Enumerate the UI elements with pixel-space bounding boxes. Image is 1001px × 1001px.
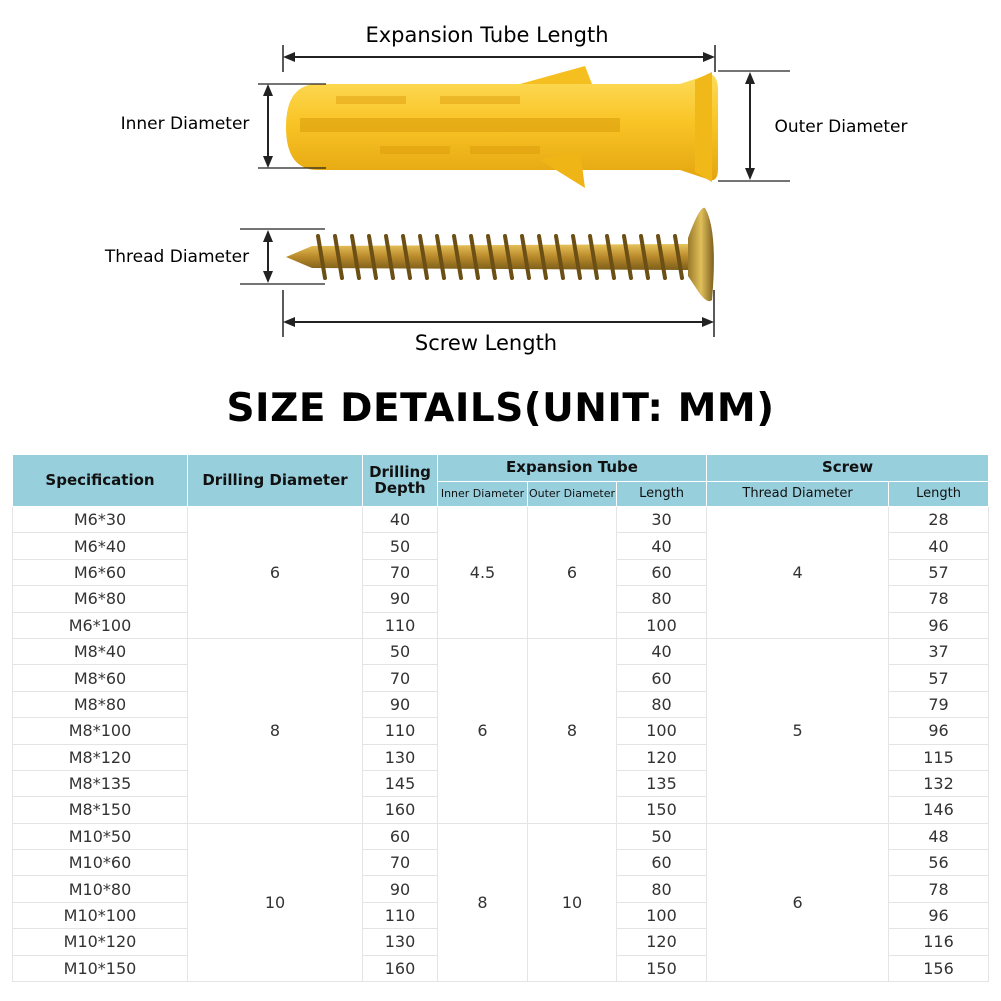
tube-length-cell: 120 [617,929,707,955]
table-row [13,638,989,664]
drilling-depth-cell: 110 [363,612,438,638]
screw-length-cell: 96 [889,718,989,744]
tube-length-cell: 80 [617,876,707,902]
screw-length-dimension [283,290,714,355]
screw-length-cell: 115 [889,744,989,770]
tube-length-cell: 50 [617,823,707,849]
header-specification: Specification [13,455,188,507]
drilling-depth-cell: 130 [363,744,438,770]
thread-diameter-cell: 4 [707,507,889,639]
drilling-diameter-cell: 8 [188,638,363,823]
inner-diameter-cell: 6 [438,638,528,823]
spec-cell: M10*50 [13,823,188,849]
size-details-title: SIZE DETAILS(UNIT: MM) [226,386,775,431]
screw-length-cell: 78 [889,876,989,902]
thread-diameter-label: Thread Diameter [104,247,250,267]
drilling-depth-cell: 50 [363,638,438,664]
tube-length-cell: 80 [617,691,707,717]
spec-cell: M10*150 [13,955,188,981]
header-thread-diameter: Thread Diameter [707,482,889,507]
spec-cell: M10*100 [13,902,188,928]
expansion-anchor-image [286,66,718,188]
spec-cell: M6*80 [13,586,188,612]
screw-length-cell: 96 [889,612,989,638]
drilling-depth-cell: 90 [363,691,438,717]
inner-diameter-label: Inner Diameter [120,114,250,134]
screw-length-cell: 79 [889,691,989,717]
drilling-depth-cell: 110 [363,902,438,928]
tube-length-cell: 60 [617,559,707,585]
tube-length-cell: 60 [617,850,707,876]
tube-length-cell: 40 [617,533,707,559]
drilling-depth-cell: 40 [363,507,438,533]
outer-diameter-dimension [718,71,908,181]
drilling-depth-cell: 130 [363,929,438,955]
outer-diameter-cell: 6 [528,507,617,639]
screw-length-cell: 57 [889,665,989,691]
tube-length-cell: 100 [617,612,707,638]
screw-image [286,208,714,301]
tube-length-cell: 135 [617,770,707,796]
tube-length-cell: 100 [617,718,707,744]
drilling-depth-cell: 60 [363,823,438,849]
drilling-depth-cell: 160 [363,797,438,823]
screw-length-cell: 56 [889,850,989,876]
spec-cell: M6*30 [13,507,188,533]
tube-length-cell: 30 [617,507,707,533]
spec-cell: M8*60 [13,665,188,691]
tube-length-cell: 80 [617,586,707,612]
tube-length-cell: 40 [617,638,707,664]
header-inner-diameter: Inner Diameter [438,482,528,507]
drilling-diameter-cell: 6 [188,507,363,639]
spec-cell: M8*135 [13,770,188,796]
inner-diameter-cell: 4.5 [438,507,528,639]
drilling-depth-cell: 90 [363,586,438,612]
header-drilling-diameter: Drilling Diameter [188,455,363,507]
spec-cell: M8*100 [13,718,188,744]
screw-length-cell: 116 [889,929,989,955]
spec-cell: M10*120 [13,929,188,955]
spec-cell: M8*80 [13,691,188,717]
drilling-depth-cell: 145 [363,770,438,796]
thread-diameter-cell: 5 [707,638,889,823]
expansion-tube-length-label: Expansion Tube Length [365,23,609,47]
tube-length-cell: 120 [617,744,707,770]
spec-cell: M10*80 [13,876,188,902]
table-row [13,507,989,533]
screw-length-cell: 37 [889,638,989,664]
header-expansion-tube: Expansion Tube [438,455,707,482]
tube-length-cell: 100 [617,902,707,928]
spec-cell: M8*150 [13,797,188,823]
screw-length-cell: 48 [889,823,989,849]
inner-diameter-cell: 8 [438,823,528,981]
screw-length-cell: 57 [889,559,989,585]
screw-length-cell: 146 [889,797,989,823]
spec-cell: M6*40 [13,533,188,559]
screw-length-cell: 40 [889,533,989,559]
drilling-depth-cell: 110 [363,718,438,744]
outer-diameter-label: Outer Diameter [774,117,908,137]
tube-length-cell: 150 [617,955,707,981]
drilling-depth-cell: 70 [363,850,438,876]
header-screw-length: Length [889,482,989,507]
table-row [13,823,989,849]
outer-diameter-cell: 10 [528,823,617,981]
header-screw: Screw [707,455,989,482]
table-body [13,507,989,982]
header-tube-length: Length [617,482,707,507]
expansion-tube-length-dimension [283,23,715,72]
drilling-depth-cell: 160 [363,955,438,981]
screw-length-cell: 156 [889,955,989,981]
thread-diameter-cell: 6 [707,823,889,981]
drilling-depth-cell: 70 [363,665,438,691]
outer-diameter-cell: 8 [528,638,617,823]
spec-cell: M6*100 [13,612,188,638]
tube-length-cell: 150 [617,797,707,823]
screw-length-cell: 78 [889,586,989,612]
spec-cell: M8*120 [13,744,188,770]
screw-length-label: Screw Length [414,331,558,355]
drilling-depth-cell: 90 [363,876,438,902]
tube-length-cell: 60 [617,665,707,691]
header-outer-diameter: Outer Diameter [528,482,617,507]
drilling-depth-cell: 50 [363,533,438,559]
screw-length-cell: 132 [889,770,989,796]
spec-cell: M8*40 [13,638,188,664]
spec-cell: M10*60 [13,850,188,876]
dimension-diagram [0,0,1001,380]
size-details-table [12,454,989,982]
spec-cell: M6*60 [13,559,188,585]
header-drilling-depth: Drilling Depth [363,455,438,507]
screw-length-cell: 96 [889,902,989,928]
drilling-diameter-cell: 10 [188,823,363,981]
screw-length-cell: 28 [889,507,989,533]
drilling-depth-cell: 70 [363,559,438,585]
